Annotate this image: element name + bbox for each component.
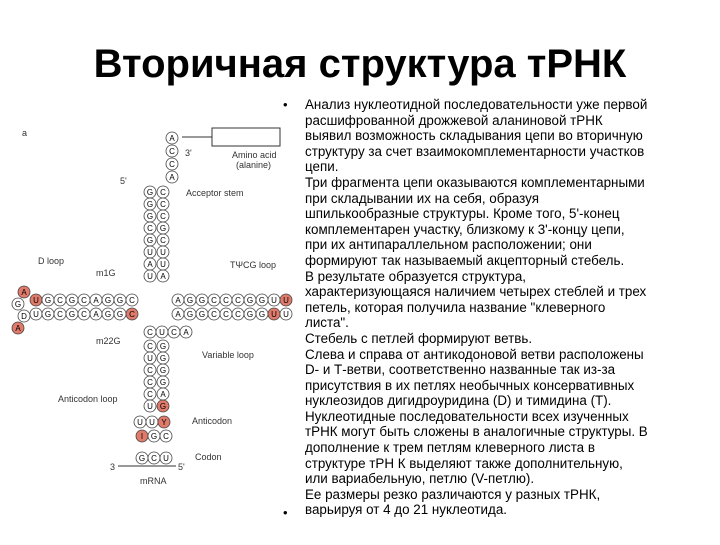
paragraph-7: Ее размеры резко различаются у разных тРНК, варьируя от 4 до 21 нуклеотида. [305, 486, 601, 518]
acceptor-3p-base-0-letter: A [169, 134, 175, 143]
d-arm-base-8-letter: C [129, 296, 135, 305]
anticodon-stem-right-base-1-letter: G [159, 354, 167, 363]
anticodon-stem-left-base-2-letter: C [147, 366, 153, 375]
acceptor-3p-base-3-letter: A [169, 173, 175, 182]
anticodon-label: Anticodon [192, 416, 233, 426]
anticodon-stem-right-base-3-letter: G [159, 378, 167, 387]
variable-base-0-letter: C [147, 328, 153, 337]
anticodon-stem-left-base-3-letter: C [147, 378, 153, 387]
acceptor-left-base-0-letter: G [146, 188, 154, 197]
t-arm-base-8-letter: U [271, 296, 277, 305]
acceptor-left-base-3-letter: C [147, 224, 153, 233]
anticodon-base-1-letter: G [150, 432, 158, 441]
slide-title: Вторичная структура тРНК [93, 42, 627, 86]
d-arm-pair-base-2-letter: C [57, 310, 63, 319]
anticodon-base-0-letter: I [140, 432, 144, 441]
acceptor-right-base-5-letter: U [160, 248, 166, 257]
t-arm-base-9-letter: U [283, 296, 289, 305]
acceptor-right-base-2-letter: C [160, 212, 166, 221]
t-arm-pair-base-2-letter: G [198, 310, 206, 319]
bullet-1: • [283, 97, 288, 112]
panel-label: a [22, 128, 28, 138]
d-arm-base-5-letter: A [93, 296, 99, 305]
codon-base-1-letter: C [151, 454, 157, 463]
t-arm-pair-base-8-letter: U [271, 310, 277, 319]
amino-acid-label [232, 150, 277, 170]
t-arm-base-1-letter: G [186, 296, 194, 305]
mrna-label: mRNA [140, 476, 167, 486]
trna-cloverleaf-diagram [0, 96, 300, 540]
variable-base-2-letter: C [171, 328, 177, 337]
codon-base-2-letter: U [163, 454, 169, 463]
paragraph-6: Нуклеотидные последовательности всех изученных тРНК могут быть сложены в аналогичные структуры. В дополнение к трем петлям клеверного листа в структуре тРН К выделяют также дополнительную, или вариабельную, петлю (V-петлю). [305, 408, 648, 487]
anticodon-stem-right-base-5-letter: G [159, 402, 167, 411]
variable-loop-label: Variable loop [202, 350, 254, 360]
acceptor-3p-base-2-letter: C [169, 160, 175, 169]
mrna-three-label: 3 [110, 462, 116, 472]
m22g-label: m22G [96, 336, 121, 346]
acceptor-right-base-4-letter: C [160, 236, 166, 245]
t-arm-base-5-letter: C [235, 296, 241, 305]
bullet-2: • [283, 505, 288, 520]
tpsic-loop-label: TΨCG loop [230, 260, 277, 270]
anticodon-loop-base-0-letter: U [137, 418, 143, 427]
t-arm-pair-base-0-letter: A [175, 310, 181, 319]
anticodon-stem-right-base-0-letter: G [159, 342, 167, 351]
d-arm-pair-base-4-letter: C [81, 310, 87, 319]
d-arm-base-3-letter: G [68, 296, 76, 305]
anticodon-stem-right-base-2-letter: G [159, 366, 167, 375]
anticodon-loop-label: Anticodon loop [58, 394, 118, 404]
d-loop-label: D loop [38, 256, 65, 266]
mrna-five-label: 5' [178, 462, 185, 472]
t-arm-pair-base-4-letter: C [223, 310, 229, 319]
anticodon-stem-left-base-0-letter: C [147, 342, 153, 351]
t-arm-pair-base-3-letter: C [211, 310, 217, 319]
t-arm-base-7-letter: G [258, 296, 266, 305]
d-arm-base-7-letter: G [116, 296, 124, 305]
t-arm-base-2-letter: G [198, 296, 206, 305]
anticodon-stem-left-base-1-letter: U [147, 354, 153, 363]
t-arm-pair-base-9-letter: U [283, 310, 289, 319]
d-arm-base-0-letter: U [33, 296, 39, 305]
d-arm-pair-base-0-letter: U [33, 310, 39, 319]
acceptor-stem-label: Acceptor stem [186, 188, 244, 198]
five-prime-label: 5' [120, 176, 127, 186]
t-arm-base-4-letter: C [223, 296, 229, 305]
anticodon-base-2-letter: C [163, 432, 169, 441]
t-arm-base-0-letter: A [175, 296, 181, 305]
t-arm-base-3-letter: C [211, 296, 217, 305]
acceptor-right-base-1-letter: C [160, 200, 166, 209]
acceptor-right-base-3-letter: G [159, 224, 167, 233]
acceptor-left-base-6-letter: A [147, 260, 153, 269]
acceptor-3p-base-1-letter: C [169, 147, 175, 156]
acceptor-right-base-6-letter: U [160, 260, 166, 269]
d-arm-pair-base-3-letter: G [68, 310, 76, 319]
t-arm-pair-base-1-letter: G [186, 310, 194, 319]
acceptor-right-base-0-letter: C [160, 188, 166, 197]
d-loop-base-0-letter: A [21, 288, 27, 297]
paragraph-2: Три фрагмента цепи оказываются комплементарными при складывании их на себя, образуя шпилькообразные структуры. Кроме того, 5'-конец комплементарен участку, близкому к 3'-концу цепи, при их антипараллельном расположении; они формируют так называемый акцепторный стебель. [305, 174, 645, 268]
anticodon-stem-left-base-5-letter: U [147, 402, 153, 411]
cloverleaf-svg [0, 96, 300, 540]
paragraph-4: Стебель с петлей формируют ветвь. [305, 330, 533, 346]
t-arm-pair-base-6-letter: G [246, 310, 254, 319]
t-arm-base-6-letter: G [246, 296, 254, 305]
anticodon-stem-left-base-4-letter: C [147, 390, 153, 399]
amino-acid-line1: Amino acid [232, 150, 277, 160]
acceptor-left-base-2-letter: G [146, 212, 154, 221]
m1g-label: m1G [96, 268, 116, 278]
t-arm-pair-base-7-letter: G [258, 310, 266, 319]
acceptor-left-base-5-letter: U [147, 248, 153, 257]
d-arm-base-4-letter: C [81, 296, 87, 305]
acceptor-right-base-7-letter: A [160, 272, 166, 281]
d-arm-pair-base-7-letter: G [116, 310, 124, 319]
d-arm-pair-base-8-letter: C [129, 310, 135, 319]
three-prime-label: 3' [185, 148, 192, 158]
variable-base-1-letter: U [159, 328, 165, 337]
anticodon-stem-right-base-4-letter: A [160, 390, 166, 399]
anticodon-loop-base-2-letter: Y [161, 418, 167, 427]
d-arm-base-6-letter: G [104, 296, 112, 305]
d-arm-pair-base-6-letter: G [104, 310, 112, 319]
paragraph-5: Слева и справа от антикодоновой ветви расположены D- и Т-ветви, соответственно названные так из-за присутствия в их петлях необычных консервативных нуклеозидов дигидроуридина (D) и тимидина (Т). [305, 346, 644, 409]
codon-base-0-letter: G [138, 454, 146, 463]
acceptor-left-base-4-letter: G [146, 236, 154, 245]
d-loop-base-1-letter: G [14, 300, 22, 309]
d-arm-pair-base-5-letter: A [93, 310, 99, 319]
text-column [283, 97, 720, 540]
t-arm-pair-base-5-letter: C [235, 310, 241, 319]
d-loop-base-3-letter: A [15, 324, 21, 333]
codon-label: Codon [195, 452, 222, 462]
amino-acid-box [212, 128, 280, 146]
acceptor-left-base-1-letter: G [146, 200, 154, 209]
variable-base-3-letter: A [183, 328, 189, 337]
paragraph-1: Анализ нуклеотидной последовательности уже первой расшифрованной дрожжевой аланиновой тРНК выявил возможность складывания цепи во вторичную структуру за счет взаимокомплементарности участков цепи. [305, 97, 648, 175]
nucleotide-bases [12, 132, 292, 464]
d-arm-pair-base-1-letter: G [44, 310, 52, 319]
amino-acid-line2: (alanine) [236, 160, 272, 170]
d-arm-base-2-letter: C [57, 296, 63, 305]
paragraph-3: В результате образуется структура, характеризующаяся наличием четырех стеблей и трех петель, которая получила название "клеверного листа". [305, 268, 647, 331]
d-arm-base-1-letter: G [44, 296, 52, 305]
acceptor-left-base-7-letter: U [147, 272, 153, 281]
anticodon-loop-base-1-letter: U [149, 418, 155, 427]
d-loop-base-2-letter: D [21, 312, 27, 321]
